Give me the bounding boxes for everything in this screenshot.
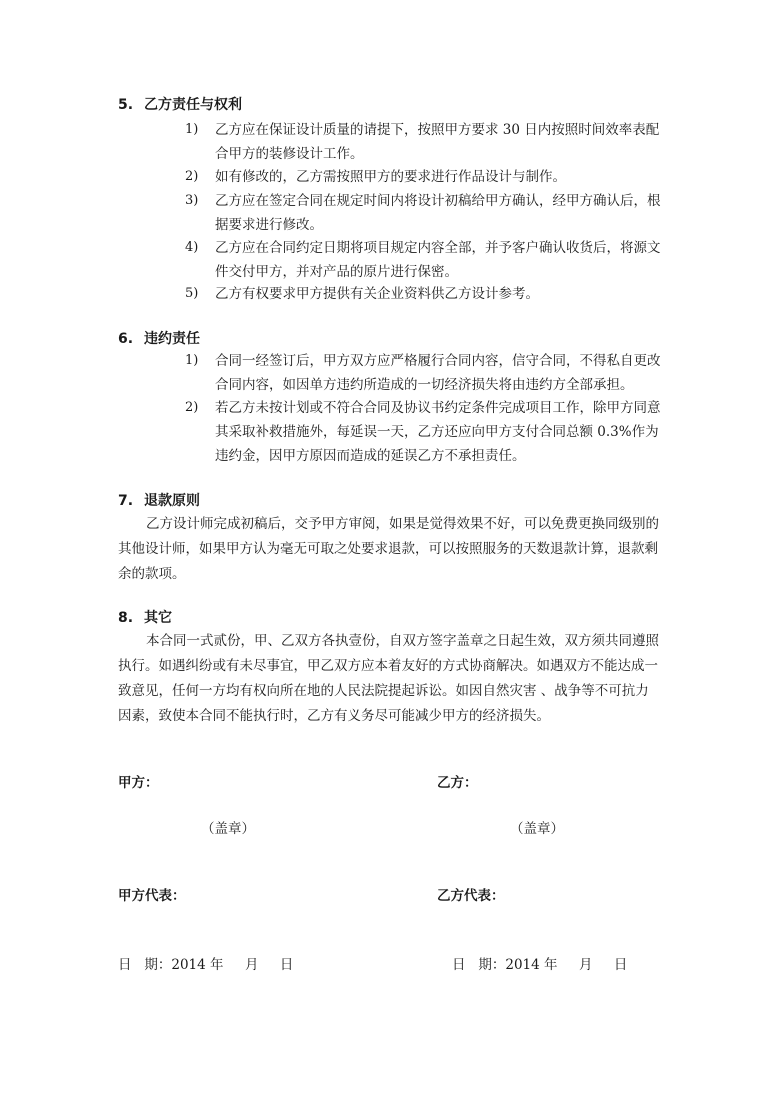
- contract-page: 5. 乙方责任与权利 1) 乙方应在保证设计质量的请提下，按照甲方要求 30 日内按照时间效率表配 合甲方的装修设计工作。 2) 如有修改的，乙方需按照甲方的要求进行作品设计与制作。 3) 乙方应在签定合同在规定时间内将设计初稿给甲方确认，经甲方确认后，根 据要求进行修改。 4) 乙方应在合同约定日期将项目规定内容全部，并予客户确认收货后，将源文 件交付甲方，并对产品的原片进行保密。 5) 乙方有权要求甲方提供有关企业资料供乙方设计参考。 6. 违约责任 1) 合同一经签订后，甲方双方应严格履行合同内容，信守合同，不得私自更改 合同内容，如因单方违约所造成的一切经济损失将由违约方全部承担。 2) 若乙方未按计划或不符合合同及协议书约定条件完成项目工作，除甲方同意 其采取补救措施外，每延误一天，乙方还应向甲方支付合同总额 0.3%作为 违约金，因甲方原因而造成的延误乙方不承担责任。 7. 退款原则 乙方设计师完成初稿后，交予甲方审阅，如果是觉得效果不好，可以免费更换同级别的 其他设计师，如果甲方认为毫无可取之处要求退款，可以按照服务的天数退款计算，退款剩 余的款项。 8. 其它 本合同一式贰份，甲、乙双方各执壹份，自双方签字盖章之日起生效，双方须共同遵照 执行。如遇纠纷或有未尽事宜，甲乙双方应本着友好的方式协商解决。如遇双方不能达成一 致意见，任何一方均有权向所在地的人民法院提起诉讼。如因自然灾害 、战争等不可抗力 因素，致使本合同不能执行时，乙方有义务尽可能减少甲方的经济损失。 甲方： 乙方： （盖章） （盖章） 甲方代表： 乙方代表： 日 期：2014 年 月 日 日 期：2014 年 月 日: [0, 0, 774, 1095]
- section-8-line-4: 因素，致使本合同不能执行时，乙方有义务尽可能减少甲方的经济损失。: [118, 708, 550, 724]
- section-6-title: 6. 违约责任: [118, 331, 200, 347]
- section-5-title: 5. 乙方责任与权利: [118, 97, 242, 113]
- party-a-label: 甲方：: [118, 775, 159, 791]
- party-b-label: 乙方：: [437, 775, 478, 791]
- party-a-date: 日 期：2014 年 月 日: [118, 957, 294, 973]
- section-8-line-1: 本合同一式贰份，甲、乙双方各执壹份，自双方签字盖章之日起生效，双方须共同遵照: [146, 633, 659, 649]
- section-8-line-2: 执行。如遇纠纷或有未尽事宜，甲乙双方应本着友好的方式协商解决。如遇双方不能达成一: [118, 658, 658, 674]
- party-a-seal: （盖章）: [201, 821, 255, 837]
- section-7-line-2: 其他设计师，如果甲方认为毫无可取之处要求退款，可以按照服务的天数退款计算，退款剩: [118, 541, 658, 557]
- party-b-date: 日 期：2014 年 月 日: [452, 957, 628, 973]
- section-7-line-1: 乙方设计师完成初稿后，交予甲方审阅，如果是觉得效果不好，可以免费更换同级别的: [146, 516, 659, 532]
- party-b-representative-label: 乙方代表：: [437, 888, 505, 904]
- section-7-line-3: 余的款项。: [118, 566, 186, 582]
- section-7-title: 7. 退款原则: [118, 493, 200, 509]
- section-8-line-3: 致意见，任何一方均有权向所在地的人民法院提起诉讼。如因自然灾害 、战争等不可抗力: [118, 683, 649, 699]
- party-a-representative-label: 甲方代表：: [118, 888, 186, 904]
- section-8-title: 8. 其它: [118, 610, 172, 626]
- party-b-seal: （盖章）: [510, 821, 564, 837]
